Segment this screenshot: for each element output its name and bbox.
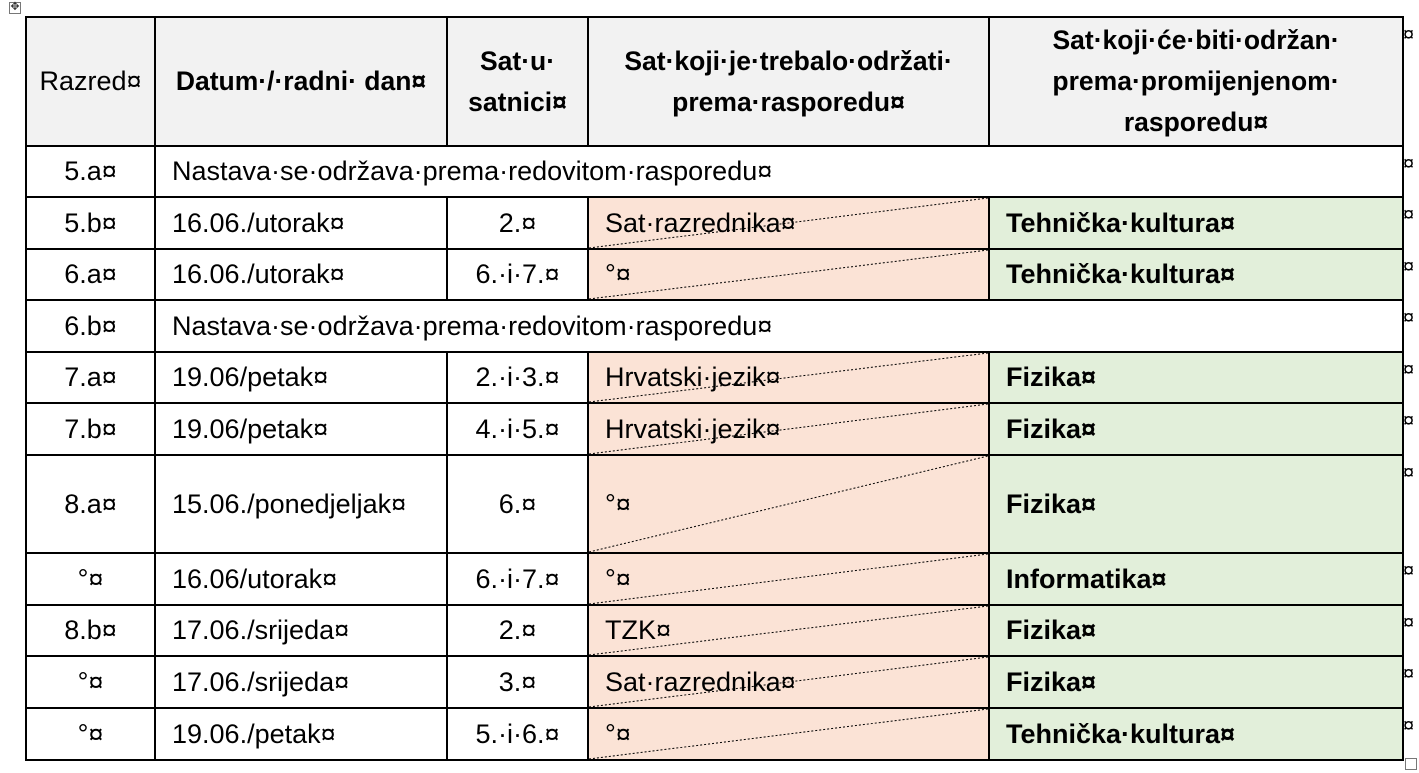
cell-sat[interactable]	[447, 656, 588, 708]
cell-planned-lesson[interactable]	[588, 249, 989, 300]
header-sat: Sat·u· satnici¤	[447, 17, 588, 146]
cell-planned-lesson[interactable]	[588, 605, 989, 656]
row-end-mark: ¤	[1403, 24, 1415, 46]
header-row	[26, 17, 1403, 146]
table-row	[26, 553, 1403, 605]
cell-note-text: Nastava·se·održava·prema·redovitom·rasporedu¤	[172, 156, 773, 186]
cell-changed-lesson-text: Fizika¤	[1006, 413, 1097, 444]
cell-sat-text: 2.¤	[498, 207, 537, 238]
cell-planned-lesson[interactable]	[588, 553, 989, 605]
row-end-mark: ¤	[1403, 410, 1415, 432]
row-end-mark: ¤	[1403, 204, 1415, 226]
cell-razred-text: 7.b¤	[64, 413, 117, 444]
cell-razred[interactable]	[26, 146, 155, 197]
cell-razred[interactable]	[26, 300, 155, 352]
cell-razred-text: °¤	[77, 563, 104, 594]
cell-razred[interactable]	[26, 249, 155, 300]
cell-datum-text: 16.06./utorak¤	[172, 259, 345, 289]
cell-changed-lesson[interactable]	[989, 455, 1403, 553]
cell-changed-lesson[interactable]	[989, 708, 1403, 760]
cell-changed-lesson-text: Fizika¤	[1006, 362, 1097, 392]
strikethrough-diagonal-icon	[589, 554, 988, 604]
cell-changed-lesson[interactable]	[989, 249, 1403, 300]
cell-planned-lesson-text: Sat·razrednika¤	[605, 207, 796, 238]
cell-changed-lesson[interactable]	[989, 605, 1403, 656]
table-row	[26, 146, 1403, 197]
cell-sat-text: 6.¤	[498, 488, 537, 519]
cell-changed-lesson-text: Tehnička·kultura¤	[1006, 718, 1236, 749]
cell-datum-text: 15.06./ponedjeljak¤	[172, 488, 407, 519]
cell-planned-lesson[interactable]	[588, 656, 989, 708]
cell-razred-text: °¤	[77, 718, 104, 749]
cell-planned-lesson-text: °¤	[605, 718, 631, 749]
cell-planned-lesson-text: Sat·razrednika¤	[605, 666, 796, 697]
table-row	[26, 352, 1403, 403]
row-end-mark: ¤	[1403, 256, 1415, 278]
cell-sat-text: 6.·i·7.¤	[475, 259, 560, 289]
table-row	[26, 249, 1403, 300]
cell-datum[interactable]	[155, 403, 447, 455]
cell-datum[interactable]	[155, 605, 447, 656]
cell-planned-lesson[interactable]	[588, 708, 989, 760]
cell-datum[interactable]	[155, 708, 447, 760]
cell-sat[interactable]	[447, 197, 588, 249]
row-end-mark: ¤	[1403, 715, 1415, 737]
cell-planned-lesson-text: °¤	[605, 488, 631, 519]
cell-sat[interactable]	[447, 708, 588, 760]
table-row	[26, 455, 1403, 553]
row-end-marks	[1403, 0, 1419, 773]
table-resize-handle-icon[interactable]	[1405, 758, 1417, 770]
cell-sat[interactable]	[447, 403, 588, 455]
cell-sat[interactable]	[447, 455, 588, 553]
cell-sat-text: 2.¤	[498, 615, 537, 645]
cell-sat[interactable]	[447, 605, 588, 656]
cell-razred-text: 5.a¤	[64, 156, 117, 186]
row-end-mark: ¤	[1403, 663, 1415, 685]
cell-datum-text: 17.06./srijeda¤	[172, 615, 350, 645]
cell-changed-lesson[interactable]	[989, 403, 1403, 455]
cell-changed-lesson[interactable]	[989, 352, 1403, 403]
row-end-mark: ¤	[1403, 153, 1415, 175]
strikethrough-diagonal-icon	[589, 250, 988, 299]
cell-sat[interactable]	[447, 553, 588, 605]
cell-changed-lesson-text: Tehnička·kultura¤	[1006, 259, 1236, 289]
table-row	[26, 197, 1403, 249]
schedule-table	[25, 16, 1404, 761]
cell-razred-text: 8.a¤	[64, 488, 117, 519]
cell-razred-text: 8.b¤	[64, 615, 117, 645]
cell-datum[interactable]	[155, 352, 447, 403]
cell-changed-lesson-text: Tehnička·kultura¤	[1006, 207, 1236, 238]
cell-razred-text: 6.b¤	[64, 310, 117, 341]
table-row	[26, 403, 1403, 455]
cell-razred[interactable]	[26, 455, 155, 553]
cell-razred[interactable]	[26, 403, 155, 455]
cell-changed-lesson-text: Fizika¤	[1006, 666, 1097, 697]
cell-datum[interactable]	[155, 455, 447, 553]
cell-datum-text: 19.06./petak¤	[172, 718, 336, 749]
row-end-mark: ¤	[1403, 307, 1415, 329]
cell-datum[interactable]	[155, 197, 447, 249]
cell-planned-lesson[interactable]	[588, 352, 989, 403]
cell-datum[interactable]	[155, 249, 447, 300]
cell-sat-text: 4.·i·5.¤	[475, 413, 560, 444]
cell-razred[interactable]	[26, 197, 155, 249]
cell-datum-text: 19.06/petak¤	[172, 413, 329, 444]
cell-changed-lesson[interactable]	[989, 197, 1403, 249]
table-row	[26, 300, 1403, 352]
cell-datum-text: 16.06/utorak¤	[172, 563, 338, 594]
cell-planned-lesson[interactable]	[588, 455, 989, 553]
table-row	[26, 708, 1403, 760]
cell-razred[interactable]	[26, 656, 155, 708]
header-planned-lesson: Sat·koji·je·trebalo·održati· prema·rasporedu¤	[588, 17, 989, 146]
cell-sat-text: 5.·i·6.¤	[475, 718, 560, 749]
cell-datum-text: 17.06./srijeda¤	[172, 666, 350, 697]
cell-changed-lesson[interactable]	[989, 656, 1403, 708]
cell-razred-text: 5.b¤	[64, 207, 117, 238]
row-end-mark: ¤	[1403, 560, 1415, 582]
cell-note[interactable]	[155, 300, 1403, 352]
cell-sat-text: 2.·i·3.¤	[475, 362, 560, 392]
cell-razred[interactable]	[26, 352, 155, 403]
table-row	[26, 605, 1403, 656]
cell-datum-text: 19.06/petak¤	[172, 362, 329, 392]
strikethrough-diagonal-icon	[589, 709, 988, 759]
row-end-mark: ¤	[1403, 462, 1415, 484]
table-row	[26, 656, 1403, 708]
cell-razred-text: °¤	[77, 666, 104, 697]
cell-note[interactable]	[155, 146, 1403, 197]
cell-razred[interactable]	[26, 553, 155, 605]
row-end-mark: ¤	[1403, 612, 1415, 634]
cell-datum[interactable]	[155, 656, 447, 708]
header-changed-lesson: Sat·koji·će·biti·održan· prema·promijenjenom· rasporedu¤	[989, 17, 1403, 146]
strikethrough-diagonal-icon	[589, 456, 988, 552]
cell-datum[interactable]	[155, 553, 447, 605]
cell-changed-lesson-text: Fizika¤	[1006, 488, 1097, 519]
cell-planned-lesson-text: °¤	[605, 259, 631, 289]
cell-planned-lesson[interactable]	[588, 403, 989, 455]
cell-sat[interactable]	[447, 352, 588, 403]
cell-planned-lesson-text: Hrvatski·jezik¤	[605, 413, 781, 444]
header-datum: Datum·/·radni· dan¤	[155, 17, 447, 146]
cell-changed-lesson[interactable]	[989, 553, 1403, 605]
cell-razred-text: 7.a¤	[64, 362, 117, 392]
cell-razred-text: 6.a¤	[64, 259, 117, 289]
cell-razred[interactable]	[26, 708, 155, 760]
cell-changed-lesson-text: Fizika¤	[1006, 615, 1097, 645]
cell-sat-text: 3.¤	[498, 666, 537, 697]
cell-sat[interactable]	[447, 249, 588, 300]
row-end-mark: ¤	[1403, 359, 1415, 381]
cell-planned-lesson[interactable]	[588, 197, 989, 249]
cell-note-text: Nastava·se·održava·prema·redovitom·rasporedu¤	[172, 310, 773, 341]
cell-planned-lesson-text: Hrvatski·jezik¤	[605, 362, 781, 392]
cell-planned-lesson-text: TZK¤	[605, 615, 672, 645]
cell-datum-text: 16.06./utorak¤	[172, 207, 345, 238]
cell-planned-lesson-text: °¤	[605, 563, 631, 594]
cell-razred[interactable]	[26, 605, 155, 656]
cell-sat-text: 6.·i·7.¤	[475, 563, 560, 594]
header-razred: Razred¤	[26, 17, 155, 146]
cell-changed-lesson-text: Informatika¤	[1006, 563, 1167, 594]
table-move-handle-icon[interactable]: ✥	[10, 1, 20, 13]
